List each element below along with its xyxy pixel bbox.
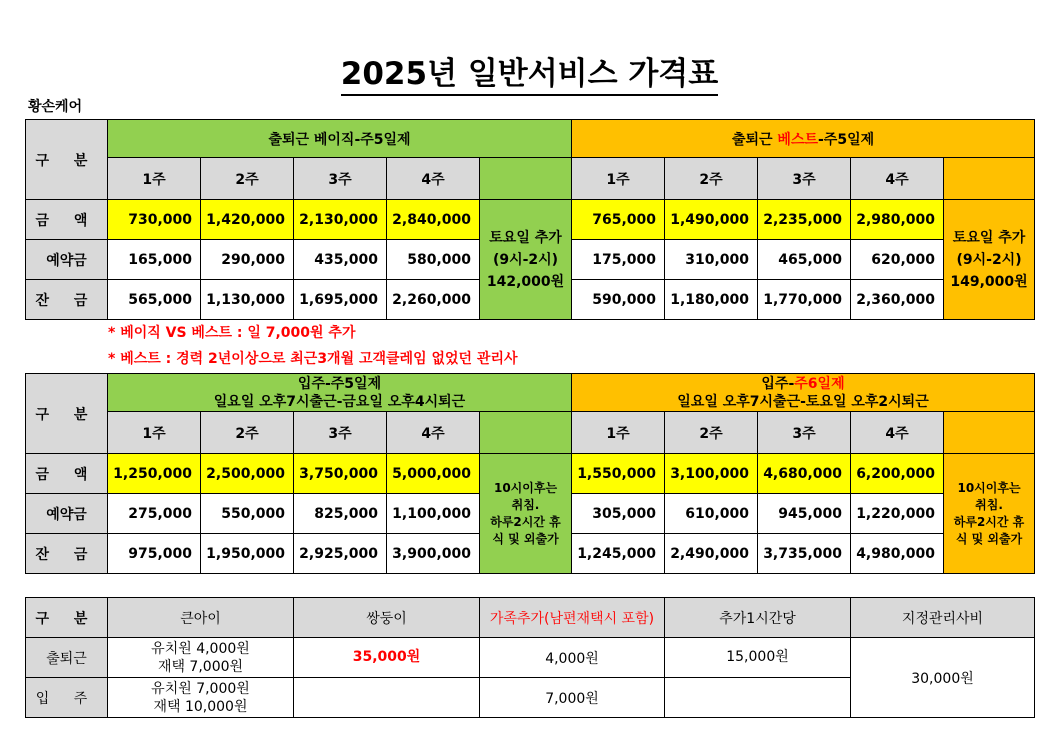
price-cell: 3,735,000 (758, 534, 851, 574)
week-header: 1주 (108, 158, 201, 200)
live-in-price-table (25, 373, 1035, 574)
extra-hour-fee: 15,000원 (665, 638, 851, 678)
filler-cell (944, 158, 1035, 200)
week-header: 1주 (108, 412, 201, 454)
family-add-live-in: 7,000원 (480, 678, 665, 718)
week-header: 4주 (851, 158, 944, 200)
extra-hour-live-in-empty (665, 678, 851, 718)
filler-cell (944, 412, 1035, 454)
price-cell: 2,130,000 (294, 200, 387, 240)
price-cell: 6,200,000 (851, 454, 944, 494)
price-cell: 2,925,000 (294, 534, 387, 574)
price-cell: 580,000 (387, 240, 480, 280)
basic-plan-header: 출퇴근 베이직-주5일제 (108, 120, 572, 158)
price-cell: 975,000 (108, 534, 201, 574)
family-add-header: 가족추가(남편재택시 포함) (480, 598, 665, 638)
price-cell: 175,000 (572, 240, 665, 280)
company-name: 황손케어 (28, 99, 83, 115)
price-cell: 1,490,000 (665, 200, 758, 240)
price-cell: 275,000 (108, 494, 201, 534)
price-cell: 730,000 (108, 200, 201, 240)
filler-cell (480, 412, 572, 454)
week-header: 4주 (387, 158, 480, 200)
amount-label: 금 액 (26, 454, 108, 494)
price-cell: 1,420,000 (201, 200, 294, 240)
note-basic-vs-best: * 베이직 VS 베스트 : 일 7,000원 추가 (108, 325, 356, 341)
week-header: 4주 (851, 412, 944, 454)
price-cell: 610,000 (665, 494, 758, 534)
price-cell: 565,000 (108, 280, 201, 320)
commute-label: 출퇴근 (26, 638, 108, 678)
week-header: 4주 (387, 412, 480, 454)
price-cell: 1,180,000 (665, 280, 758, 320)
price-cell: 1,100,000 (387, 494, 480, 534)
rest-note-6day: 10시이후는 취침. 하루2시간 휴 식 및 외출가 (944, 454, 1035, 574)
price-cell: 1,250,000 (108, 454, 201, 494)
week-header: 2주 (665, 412, 758, 454)
price-cell: 165,000 (108, 240, 201, 280)
saturday-best-note: 토요일 추가 (9시-2시) 149,000원 (944, 200, 1035, 320)
live-in-label: 입 주 (26, 678, 108, 718)
price-cell: 550,000 (201, 494, 294, 534)
amount-label: 금 액 (26, 200, 108, 240)
extra-hour-header: 추가1시간당 (665, 598, 851, 638)
older-child-header: 큰아이 (108, 598, 294, 638)
designated-fee-header: 지정관리사비 (851, 598, 1035, 638)
price-cell: 1,245,000 (572, 534, 665, 574)
price-cell: 765,000 (572, 200, 665, 240)
family-add-commute: 4,000원 (480, 638, 665, 678)
division-header: 구 분 (26, 374, 108, 454)
price-cell: 2,260,000 (387, 280, 480, 320)
price-cell: 1,695,000 (294, 280, 387, 320)
price-cell: 2,490,000 (665, 534, 758, 574)
price-cell: 590,000 (572, 280, 665, 320)
week-header: 3주 (294, 158, 387, 200)
week-header: 1주 (572, 158, 665, 200)
price-cell: 4,680,000 (758, 454, 851, 494)
extra-fee-table (25, 597, 1035, 718)
saturday-basic-note: 토요일 추가 (9시-2시) 142,000원 (480, 200, 572, 320)
price-cell: 2,360,000 (851, 280, 944, 320)
price-cell: 305,000 (572, 494, 665, 534)
price-cell: 290,000 (201, 240, 294, 280)
price-cell: 1,770,000 (758, 280, 851, 320)
deposit-label: 예약금 (26, 240, 108, 280)
week-header: 3주 (758, 158, 851, 200)
price-cell: 5,000,000 (387, 454, 480, 494)
week-header: 1주 (572, 412, 665, 454)
filler-cell (480, 158, 572, 200)
price-cell: 435,000 (294, 240, 387, 280)
price-cell: 3,100,000 (665, 454, 758, 494)
price-cell: 2,980,000 (851, 200, 944, 240)
division-header: 구 분 (26, 598, 108, 638)
live-in-6day-header: 입주-주6일제 일요일 오후7시출근-토요일 오후2시퇴근 (572, 374, 1035, 412)
deposit-label: 예약금 (26, 494, 108, 534)
rest-note-5day: 10시이후는 취침. 하루2시간 휴 식 및 외출가 (480, 454, 572, 574)
live-in-5day-header: 입주-주5일제 일요일 오후7시출근-금요일 오후4시퇴근 (108, 374, 572, 412)
price-cell: 3,900,000 (387, 534, 480, 574)
note-best-definition: * 베스트 : 경력 2년이상으로 최근3개월 고객클레임 없었던 관리사 (108, 351, 518, 367)
week-header: 2주 (201, 412, 294, 454)
designated-fee: 30,000원 (851, 638, 1035, 718)
week-header: 2주 (201, 158, 294, 200)
price-cell: 825,000 (294, 494, 387, 534)
price-cell: 2,235,000 (758, 200, 851, 240)
price-cell: 1,130,000 (201, 280, 294, 320)
price-cell: 2,840,000 (387, 200, 480, 240)
week-header: 3주 (758, 412, 851, 454)
balance-label: 잔 금 (26, 280, 108, 320)
price-cell: 620,000 (851, 240, 944, 280)
week-header: 3주 (294, 412, 387, 454)
older-child-live-in: 유치원 7,000원 재택 10,000원 (108, 678, 294, 718)
page-title: 2025년 일반서비스 가격표 (0, 48, 1059, 93)
price-cell: 1,550,000 (572, 454, 665, 494)
division-header: 구 분 (26, 120, 108, 200)
price-cell: 3,750,000 (294, 454, 387, 494)
price-cell: 1,220,000 (851, 494, 944, 534)
week-header: 2주 (665, 158, 758, 200)
price-cell: 4,980,000 (851, 534, 944, 574)
price-cell: 945,000 (758, 494, 851, 534)
price-cell: 1,950,000 (201, 534, 294, 574)
balance-label: 잔 금 (26, 534, 108, 574)
price-cell: 465,000 (758, 240, 851, 280)
twins-live-in-empty (294, 678, 480, 718)
commute-price-table (25, 119, 1035, 320)
price-cell: 310,000 (665, 240, 758, 280)
older-child-commute: 유치원 4,000원 재택 7,000원 (108, 638, 294, 678)
twins-fee: 35,000원 (294, 638, 480, 678)
price-cell: 2,500,000 (201, 454, 294, 494)
best-plan-header: 출퇴근 베스트-주5일제 (572, 120, 1035, 158)
twins-header: 쌍둥이 (294, 598, 480, 638)
